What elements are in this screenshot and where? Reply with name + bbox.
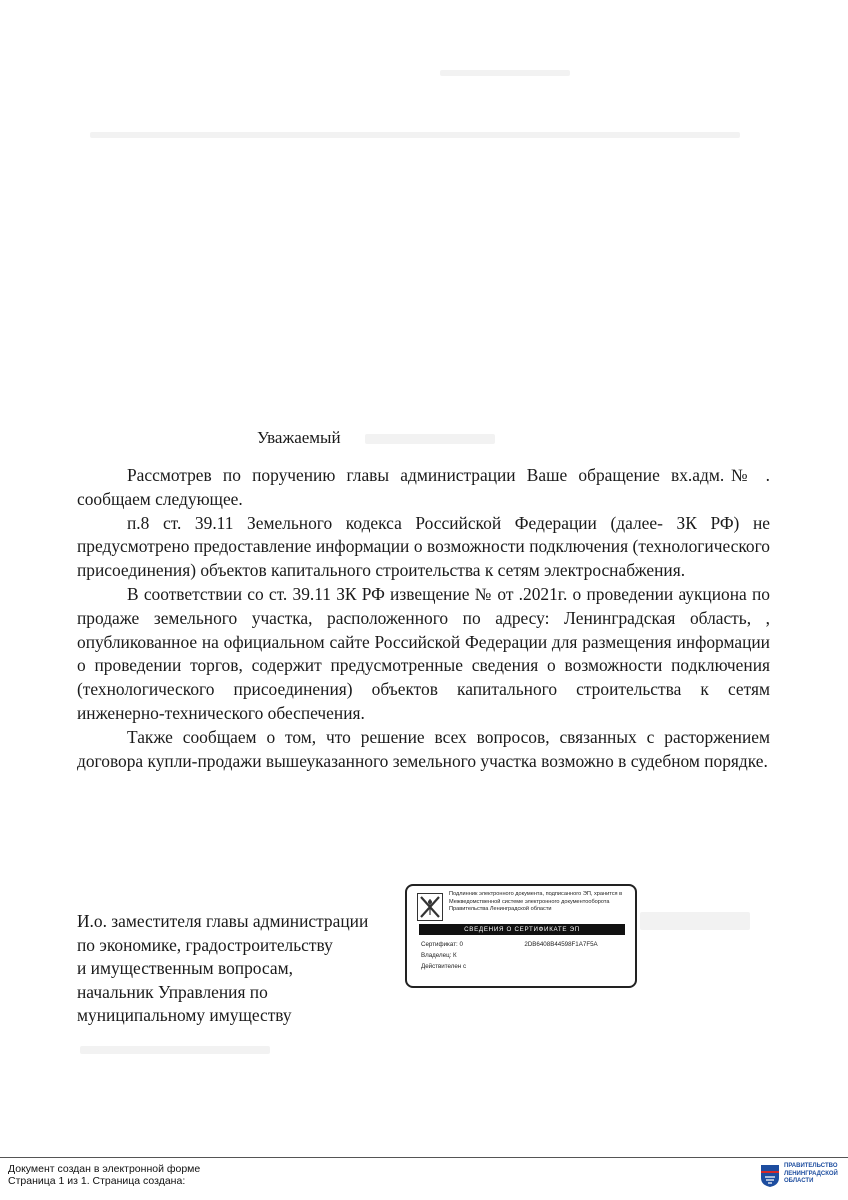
leningrad-region-emblem-icon [760, 1164, 780, 1188]
redacted-header-1 [440, 70, 570, 76]
certificate-label: Сертификат: 0 [421, 941, 463, 948]
stamp-note: Подлинник электронного документа, подписанного ЭП, хранится в Межведомственной системе электронного документооборота Правительства Ленинградской области [449, 891, 623, 912]
signature-line: муниципальному имуществу [77, 1005, 292, 1025]
government-logo-text: ПРАВИТЕЛЬСТВО ЛЕНИНГРАДСКОЙ ОБЛАСТИ [784, 1163, 838, 1184]
owner-label: Владелец: К [421, 952, 457, 959]
footer-line-2: Страница 1 из 1. Страница создана: [8, 1175, 186, 1187]
certificate-row [421, 941, 598, 949]
redacted-header-2 [90, 132, 740, 138]
footer [8, 1163, 200, 1187]
letter-body [77, 464, 770, 773]
validity-label: Действителен с [421, 963, 467, 970]
redacted-name [365, 434, 495, 444]
validity-row [421, 963, 466, 971]
coat-of-arms-icon [417, 893, 443, 921]
signatory-title [77, 910, 368, 1028]
government-logo [760, 1162, 840, 1190]
signature-line: начальник Управления по [77, 981, 268, 1002]
signature-line: по экономике, градостроительству [77, 934, 333, 955]
signature-line: И.о. заместителя главы администрации [77, 911, 369, 931]
paragraph-1: Рассмотрев по поручению главы администрации Ваше обращение вх.адм.№ . сообщаем следующее. [77, 465, 770, 509]
redacted-signer-name [640, 912, 750, 930]
paragraph-2: п.8 ст. 39.11 Земельного кодекса Российской Федерации (далее- ЗК РФ) не предусмотрено предоставление информации о возможности подключения (технологического присоединения) объектов капитального строительства к сетям электроснабжения. [77, 512, 770, 581]
paragraph-3: В соответствии со ст. 39.11 ЗК РФ извещение № от .2021г. о проведении аукциона по продаже земельного участка, расположенного по адресу: Ленинградская область, , опубликованное на официальном сайте Российской Федерации для размещения информации о проведении торгов, содержит предусмотренные сведения о возможности подключения (технологического присоединения) объектов капитального строительства к сетям инженерно-технического обеспечения. [77, 583, 770, 723]
electronic-signature-stamp [405, 884, 637, 988]
footer-line-1: Документ создан в электронной форме [8, 1163, 201, 1175]
signature-line: и имущественным вопросам, [77, 958, 293, 978]
paragraph-4: Также сообщаем о том, что решение всех вопросов, связанных с расторжением договора купли-продажи вышеуказанного земельного участка возможно в судебном порядке. [77, 726, 770, 771]
certificate-value: 2DB6408B44598F1A7F5A [524, 941, 598, 948]
footer-divider [0, 1157, 848, 1158]
redacted-executor [80, 1046, 270, 1054]
greeting: Уважаемый [257, 428, 341, 447]
owner-row [421, 952, 457, 960]
certificate-header: СВЕДЕНИЯ О СЕРТИФИКАТЕ ЭП [419, 924, 625, 935]
